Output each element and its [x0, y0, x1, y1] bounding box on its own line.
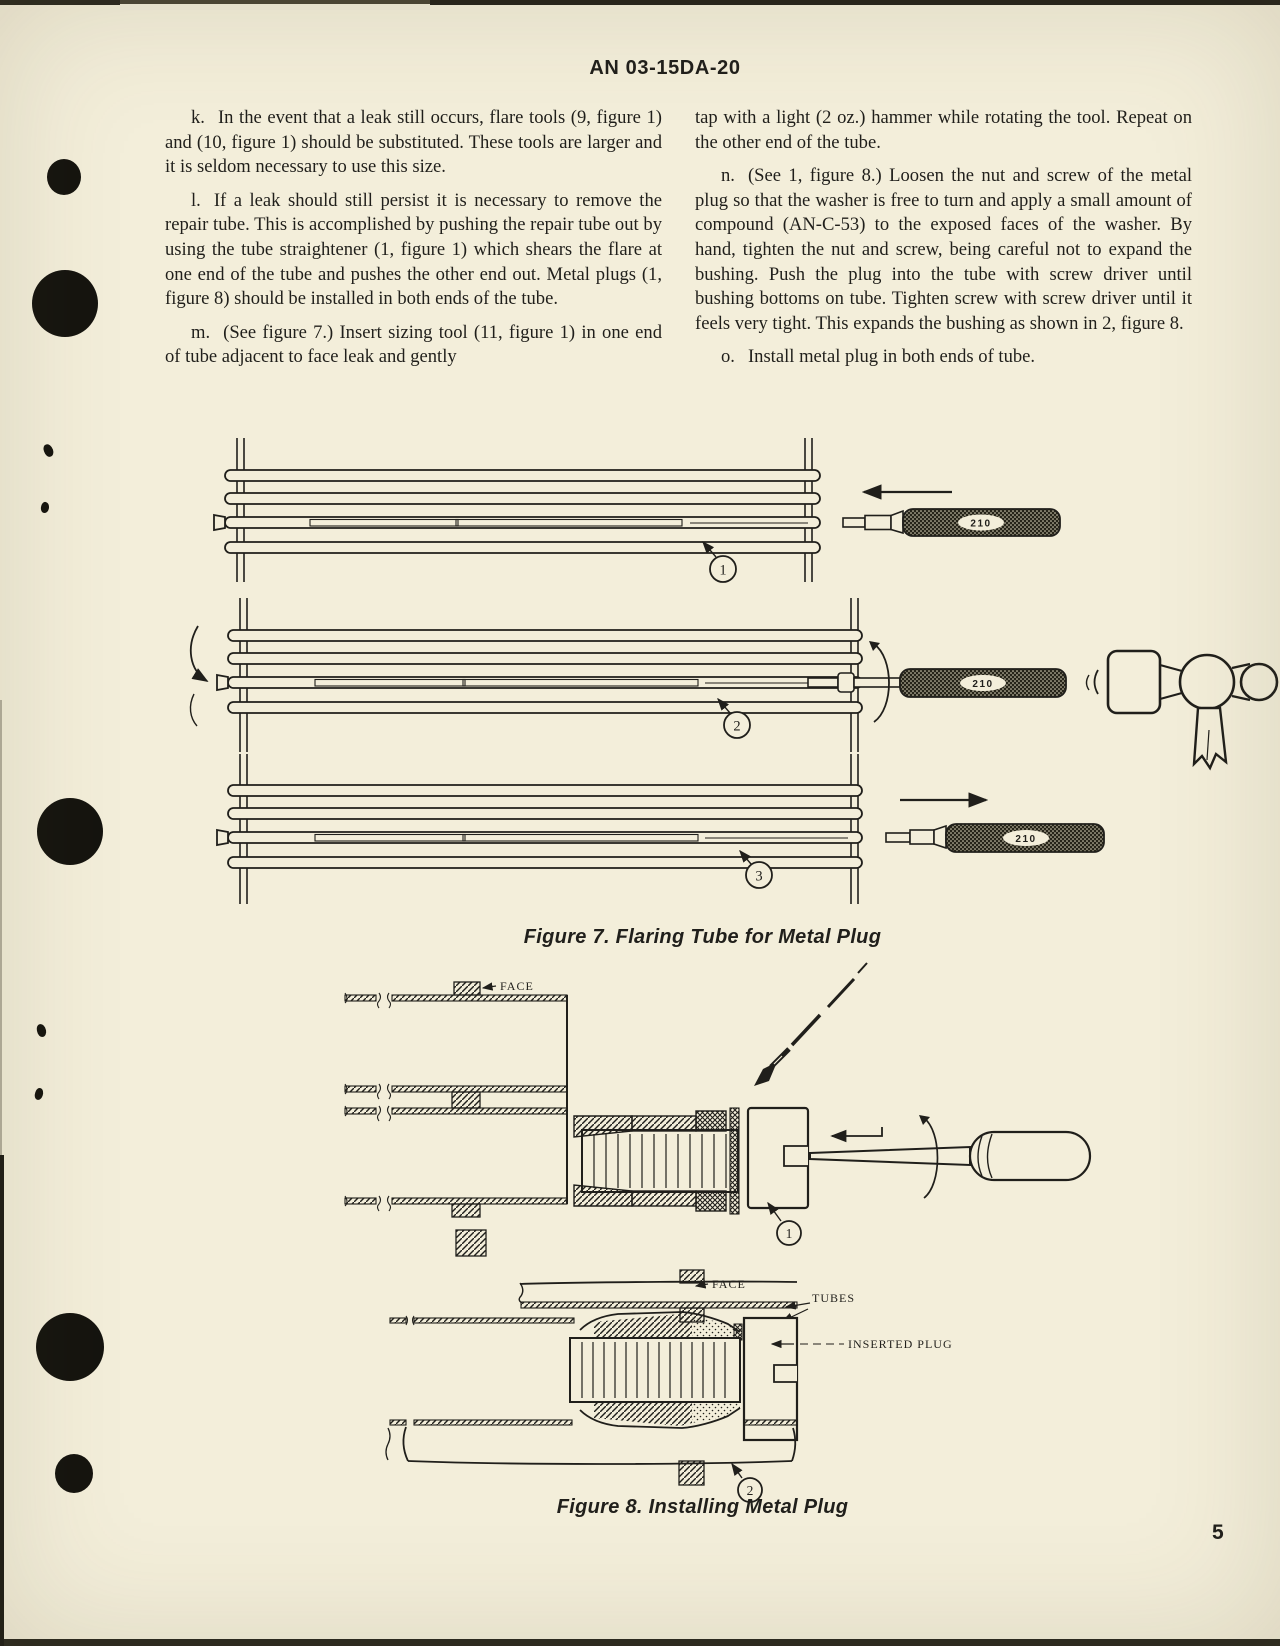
callout-number: 2: [746, 1483, 754, 1498]
tool-number-label: 210: [972, 679, 994, 690]
sizing-tool-1: [843, 492, 1060, 536]
paragraph-label: o.: [721, 346, 735, 368]
figure8-caption: Figure 8. Installing Metal Plug: [556, 1496, 849, 1518]
ink-speck: [40, 501, 50, 514]
ink-speck: [42, 443, 55, 458]
paragraph-text: (See figure 7.) Insert sizing tool (11, figure 1) in one end of tube adjacent to face leak and gently: [165, 321, 662, 368]
hanging-weld-block: [456, 1230, 486, 1256]
compound-brush: [754, 963, 867, 1086]
callout-number: 1: [785, 1226, 793, 1241]
text-column-left: [165, 106, 662, 379]
scan-edge-left-mid: [0, 700, 2, 1155]
paragraph-o: [695, 345, 1192, 370]
paragraph-label: m.: [191, 321, 211, 343]
inserted-plug-label: INSERTED PLUG: [848, 1337, 953, 1351]
tool-number-label: 210: [970, 518, 992, 530]
hole-punch-dot: [32, 270, 98, 337]
scan-edge-top-dark: [430, 0, 1280, 5]
paragraph-label: l.: [191, 189, 201, 211]
fig8-top-scene: [345, 963, 1090, 1256]
callout-number: 2: [733, 718, 741, 735]
hole-punch-dot: [36, 1313, 104, 1381]
paragraph-m-continued: [695, 106, 1192, 155]
arrow-left-icon: [832, 1127, 882, 1136]
sizing-tool-3: [886, 800, 1104, 852]
hole-punch-dot: [47, 159, 81, 195]
screw-slot: [784, 1146, 808, 1166]
paragraph-text: (See 1, figure 8.) Loosen the nut and screw of the metal plug so that the washer is free to turn and apply a small amount of compound (AN-C-53) to the exposed faces of the washer. By hand, tighten the nut and screw, being careful not to expand the bushing. Push the plug into the tube with screw driver until bushing bottoms on tube. Tighten screw with screw driver until it feels very tight. This expands the bushing as shown in 2, figure 8.: [695, 165, 1192, 334]
figure7-drawing: [160, 430, 1280, 912]
fig8-bottom-scene: [386, 1270, 953, 1502]
hammer-handle: [1194, 708, 1226, 768]
ink-speck: [33, 1087, 45, 1101]
face-weld-block: [454, 982, 480, 995]
tubes-label: TUBES: [812, 1291, 856, 1305]
tool-number-label: 210: [1015, 834, 1037, 845]
metal-plug: [574, 1108, 739, 1214]
screwdriver: [810, 1115, 1090, 1198]
ink-speck: [36, 1023, 47, 1037]
page-header: AN 03-15DA-20: [589, 57, 741, 79]
scan-edge-left-lower: [0, 1155, 4, 1646]
expanded-bushing: [570, 1312, 742, 1428]
curved-arrow-icon: [191, 626, 207, 681]
figure8-drawing: [330, 950, 1060, 1528]
callout-1: [768, 1203, 801, 1245]
tube-bundle-2: [190, 598, 862, 752]
scan-edge-top-left: [0, 0, 120, 5]
tube-cross-section: [345, 993, 567, 1256]
paragraph-m: [165, 321, 662, 370]
hole-punch-dot: [55, 1454, 93, 1493]
outer-tube-bottom: [386, 1427, 795, 1485]
hanging-weld-block: [679, 1461, 704, 1485]
paragraph-l: [165, 189, 662, 312]
callout-number: 3: [755, 868, 763, 885]
paragraph-text: tap with a light (2 oz.) hammer while rotating the tool. Repeat on the other end of the tube.: [695, 107, 1192, 153]
callout-number: 1: [719, 562, 727, 579]
text-column-right: [695, 106, 1192, 379]
paragraph-label: n.: [721, 165, 735, 187]
scan-edge-bottom: [0, 1639, 1280, 1646]
paragraph-text: If a leak should still persist it is necessary to remove the repair tube. This is accomplished by pushing the repair tube out by using the tube straightener (1, figure 1) which shears the flare at one end of the tube and pushes the other end out. Metal plugs (1, figure 8) should be installed in both ends of the tube.: [165, 189, 662, 310]
face-label: FACE: [500, 979, 534, 993]
hole-punch-dot: [37, 798, 103, 865]
paragraph-text: In the event that a leak still occurs, flare tools (9, figure 1) and (10, figure 1) should be substituted. These tools are larger and it is seldom necessary to use this size.: [165, 107, 662, 178]
paragraph-n: [695, 164, 1192, 336]
figure7-caption: Figure 7. Flaring Tube for Metal Plug: [523, 926, 882, 948]
face-label: FACE: [712, 1277, 746, 1291]
paragraph-text: Install metal plug in both ends of tube.: [747, 346, 1036, 368]
page-number: 5: [1212, 1521, 1224, 1544]
hammer: [1087, 651, 1280, 768]
paragraph-label: k.: [191, 107, 205, 128]
paragraph-k: [165, 106, 662, 180]
